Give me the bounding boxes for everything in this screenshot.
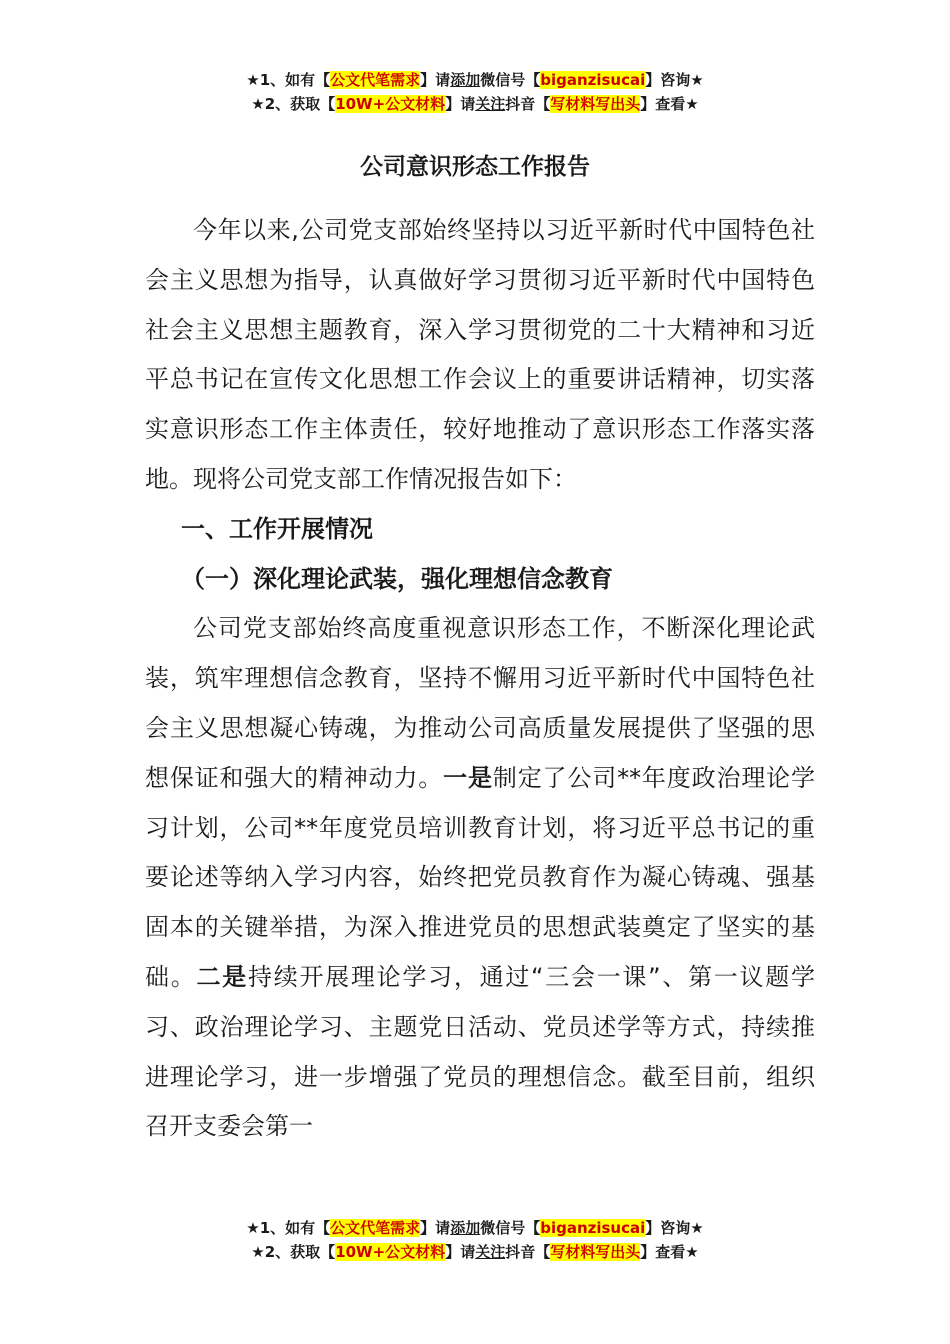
footer-ad-banner [0, 1216, 950, 1264]
highlight-douyin-account: 写材料写出头 [550, 95, 641, 113]
subsection-heading: （一）深化理论武装，强化理想信念教育 [181, 564, 613, 593]
header-ad-banner [0, 68, 950, 116]
highlight-wechat-id: biganzisucai [540, 71, 646, 89]
highlight-materials: 10W+公文材料 [335, 95, 446, 113]
intro-paragraph: 今年以来,公司党支部始终坚持以习近平新时代中国特色社会主义思想为指导，认真做好学习贯彻习近平新时代中国特色社会主义思想主题教育，深入学习贯彻党的二十大精神和习近平总书记在宣传文化思想工作会议上的重要讲话精神，切实落实意识形态工作主体责任，较好地推动了意识形态工作落实落地。现将公司党支部工作情况报告如下： [145, 216, 815, 493]
body-paragraph: 公司党支部始终高度重视意识形态工作，不断深化理论武装，筑牢理想信念教育，坚持不懈用习近平新时代中国特色社会主义思想凝心铸魂，为推动公司高质量发展提供了坚强的思想保证和强大的精神动力。一是制定了公司**年度政治理论学习计划，公司**年度党员培训教育计划，将习近平总书记的重要论述等纳入学习内容，始终把党员教育作为凝心铸魂、强基固本的关键举措，为深入推进党员的思想武装奠定了坚实的基础。二是持续开展理论学习，通过“三会一课”、第一议题学习、政治理论学习、主题党日活动、党员述学等方式，持续推进理论学习，进一步增强了党员的理想信念。截至目前，组织召开支委会第一 [145, 614, 816, 1141]
section-heading: 一、工作开展情况 [181, 514, 373, 543]
point-marker-2: 二是 [196, 962, 248, 991]
banner-line-1: ★1、如有【公文代笔需求】请添加微信号【biganzisucai】咨询★ [246, 71, 704, 89]
highlight-service: 公文代笔需求 [330, 71, 421, 89]
banner-line-1: ★1、如有【公文代笔需求】请添加微信号【biganzisucai】咨询★ [246, 1219, 704, 1237]
highlight-materials: 10W+公文材料 [335, 1243, 446, 1261]
point-marker-1: 一是 [443, 763, 493, 792]
banner-line-2: ★2、获取【10W+公文材料】请关注抖音【写材料写出头】查看★ [251, 1243, 699, 1261]
banner-line-2: ★2、获取【10W+公文材料】请关注抖音【写材料写出头】查看★ [251, 95, 699, 113]
highlight-service: 公文代笔需求 [330, 1219, 421, 1237]
highlight-wechat-id: biganzisucai [540, 1219, 646, 1237]
document-body [145, 206, 815, 1152]
highlight-douyin-account: 写材料写出头 [550, 1243, 641, 1261]
document-title: 公司意识形态工作报告 [360, 154, 590, 180]
